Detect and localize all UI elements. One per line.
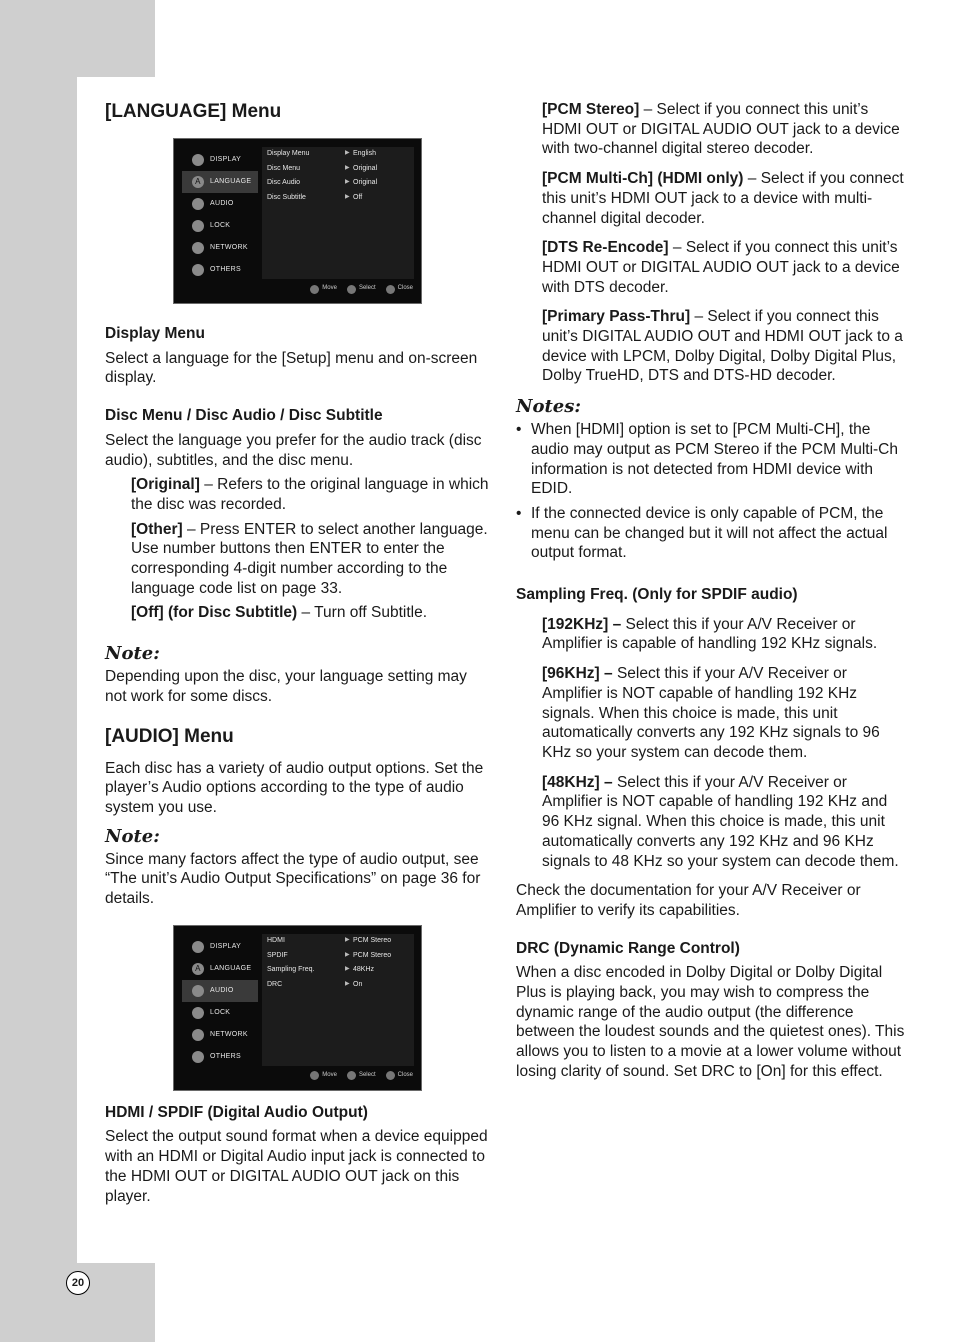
list-item: • If the connected device is only capable of PCM, the menu can be changed but it will not affect the actual output format. (516, 504, 906, 563)
select-icon (347, 285, 356, 294)
pcm-stereo-option: [PCM Stereo] – Select if you connect this unit’s HDMI OUT or DIGITAL AUDIO OUT jack to a device with two-channel digital stereo decoder. (542, 101, 900, 158)
menu-side-others: OTHERS (182, 259, 258, 281)
menu-row: SPDIF ▶ PCM Stereo (262, 948, 414, 963)
network-icon (192, 242, 204, 254)
lock-icon (192, 1007, 204, 1019)
menu-side-others: OTHERS (182, 1046, 258, 1068)
dts-option: [DTS Re-Encode] – Select if you connect this unit’s HDMI OUT or DIGITAL AUDIO OUT jack to a device with DTS decoder. (542, 239, 900, 296)
menu-side-lock: LOCK (182, 215, 258, 237)
display-icon (192, 941, 204, 953)
menu-row: HDMI ▶ PCM Stereo (262, 934, 414, 949)
audio-menu-heading: [AUDIO] Menu (105, 725, 234, 747)
option-96khz: [96KHz] – Select this if your A/V Receiver or Amplifier is NOT capable of handling 192 KHz signals. When this choice is made, this unit automatically converts any 192 KHz signals to 96 KHz so your system can decode them. (542, 665, 880, 761)
display-menu-text: Select a language for the [Setup] menu and on-screen display. (105, 349, 478, 387)
close-icon (386, 1071, 395, 1080)
menu-options-panel (262, 147, 414, 279)
language-menu-heading: [LANGUAGE] Menu (105, 101, 282, 122)
drc-text: When a disc encoded in Dolby Digital or Dolby Digital Plus is playing back, you may wish to compress the dynamic range of the audio output (the difference between the loudest sounds and the quietest ones). This allows you to listen to a movie at a lower volume without losing clarity of sound. Set DRC to [On] for this effect. (516, 964, 905, 1080)
menu-side-language: A LANGUAGE (182, 171, 258, 193)
menu-footer: Move Select Close (310, 279, 413, 299)
sampling-freq-heading: Sampling Freq. (Only for SPDIF audio) (516, 586, 798, 604)
select-icon (347, 1071, 356, 1080)
arrow-right-icon: ▶ (345, 179, 350, 186)
disc-menu-heading: Disc Menu / Disc Audio / Disc Subtitle (105, 407, 383, 425)
page-top-band (0, 0, 155, 77)
audio-intro-text: Each disc has a variety of audio output options. Set the player’s Audio options according to the type of audio system you use. (105, 759, 484, 816)
arrow-right-icon: ▶ (345, 193, 350, 200)
menu-side-audio: AUDIO (182, 193, 258, 215)
list-item: • When [HDMI] option is set to [PCM Multi-CH], the audio may output as PCM Stereo if the PCM Multi-Ch information is not detected from HDMI device with EDID. (516, 420, 906, 499)
menu-row: Display Menu ▶ English (262, 147, 414, 162)
arrow-right-icon: ▶ (345, 966, 350, 973)
left-column (105, 100, 490, 1211)
language-note-text: Depending upon the disc, your language setting may not work for some discs. (105, 668, 467, 705)
audio-note-heading: Note: (105, 825, 160, 847)
language-icon: A (192, 963, 204, 975)
network-icon (192, 1029, 204, 1041)
audio-icon (192, 985, 204, 997)
language-note-heading: Note: (105, 643, 160, 665)
menu-side-language: A LANGUAGE (182, 958, 258, 980)
lock-icon (192, 220, 204, 232)
notes-heading: Notes: (516, 396, 582, 418)
hdmi-spdif-text: Select the output sound format when a device equipped with an HDMI or Digital Audio input jack is connected to the HDMI OUT or DIGITAL AUDIO OUT jack on this player. (105, 1128, 488, 1205)
move-icon (310, 285, 319, 294)
menu-row: Sampling Freq. ▶ 48KHz (262, 963, 414, 978)
menu-sidebar (182, 149, 258, 281)
audio-note-text: Since many factors affect the type of audio output, see “The unit’s Audio Output Specifications” on page 36 for details. (105, 850, 481, 908)
menu-side-network: NETWORK (182, 237, 258, 259)
other-option: [Other] – Press ENTER to select another language. Use number buttons then ENTER to enter the corresponding 4-digit number according to the language code list on page 33. (131, 520, 488, 597)
drc-heading: DRC (Dynamic Range Control) (516, 939, 740, 957)
check-documentation-text: Check the documentation for your A/V Receiver or Amplifier to verify its capabilities. (516, 882, 861, 919)
menu-row: Disc Audio ▶ Original (262, 176, 414, 191)
option-192khz: [192KHz] – Select this if your A/V Receiver or Amplifier is capable of handling 192 KHz signals. (542, 615, 878, 653)
display-menu-heading: Display Menu (105, 325, 205, 342)
menu-options-panel (262, 934, 414, 1066)
menu-side-lock: LOCK (182, 1002, 258, 1024)
arrow-right-icon: ▶ (345, 980, 350, 987)
audio-menu-screenshot (173, 925, 422, 1091)
menu-row: Disc Menu ▶ Original (262, 162, 414, 177)
close-icon (386, 285, 395, 294)
others-icon (192, 1051, 204, 1063)
menu-side-display: DISPLAY (182, 149, 258, 171)
menu-side-audio: AUDIO (182, 980, 258, 1002)
language-icon: A (192, 176, 204, 188)
others-icon (192, 264, 204, 276)
primary-pass-thru-option: [Primary Pass-Thru] – Select if you connect this unit’s DIGITAL AUDIO OUT and HDMI OUT jack to a device with LPCM, Dolby Digital, Dolby Digital Plus, Dolby TrueHD, DTS and DTS-HD decoder. (542, 308, 903, 385)
language-menu-screenshot (173, 138, 422, 304)
hdmi-spdif-heading: HDMI / SPDIF (Digital Audio Output) (105, 1103, 368, 1121)
disc-menu-text: Select the language you prefer for the audio track (disc audio), subtitles, and the disc menu. (105, 431, 482, 469)
arrow-right-icon: ▶ (345, 164, 350, 171)
pcm-multi-option: [PCM Multi-Ch] (HDMI only) – Select if you connect this unit’s HDMI OUT jack to a device with multi-channel digital decoder. (542, 170, 904, 227)
original-option: [Original] – Refers to the original language in which the disc was recorded. (131, 476, 489, 513)
audio-icon (192, 198, 204, 210)
off-option: [Off] (for Disc Subtitle) – Turn off Subtitle. (131, 604, 428, 622)
arrow-right-icon: ▶ (345, 937, 350, 944)
move-icon (310, 1071, 319, 1080)
page-number: 20 (66, 1271, 90, 1295)
arrow-right-icon: ▶ (345, 951, 350, 958)
display-icon (192, 154, 204, 166)
notes-list (516, 420, 906, 563)
menu-sidebar (182, 936, 258, 1068)
menu-footer: Move Select Close (310, 1066, 413, 1086)
menu-row: Disc Subtitle ▶ Off (262, 191, 414, 206)
menu-side-network: NETWORK (182, 1024, 258, 1046)
option-48khz: [48KHz] – Select this if your A/V Receiver or Amplifier is NOT capable of handling 192 KHz and 96 KHz signal. When this choice is made, this unit automatically converts any 192 KHz and 96 KHz signals to 48 KHz so your system can decode them. (542, 773, 899, 870)
menu-row: DRC ▶ On (262, 977, 414, 992)
page-margin-band (0, 0, 77, 1342)
menu-side-display: DISPLAY (182, 936, 258, 958)
right-column (516, 100, 906, 1087)
arrow-right-icon: ▶ (345, 150, 350, 157)
